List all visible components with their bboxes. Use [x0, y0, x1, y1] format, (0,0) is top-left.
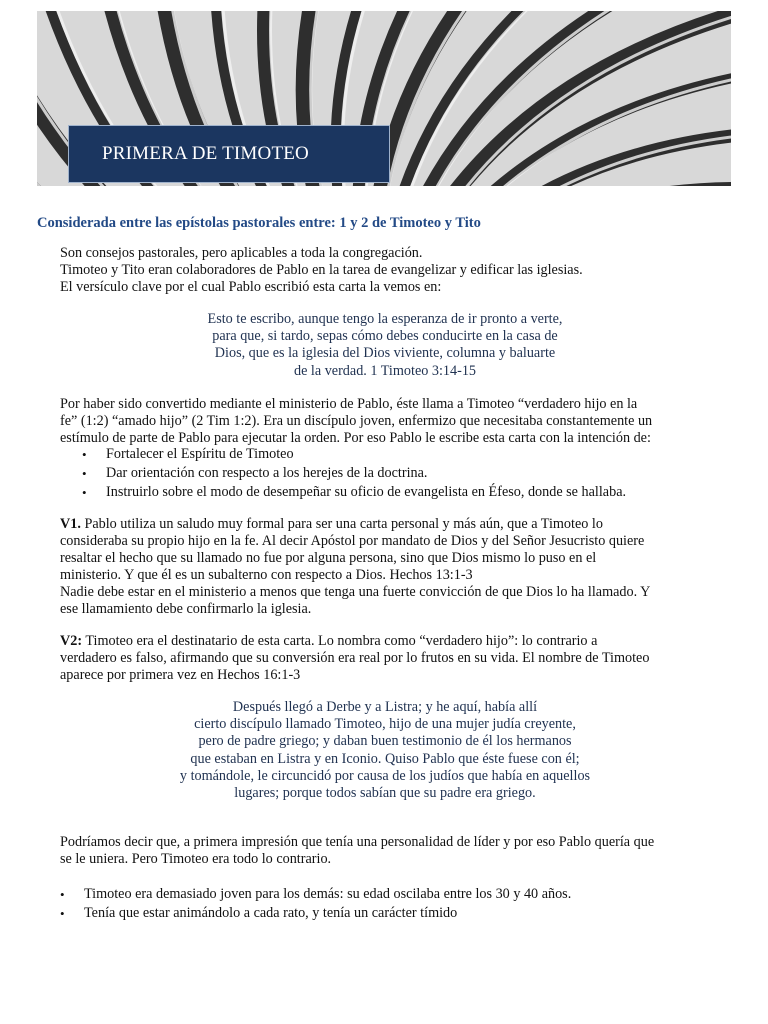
- list-item: • Dar orientación con respecto a los herejes de la doctrina.: [82, 465, 428, 481]
- quote-line: Esto te escribo, aunque tengo la esperanza de ir pronto a verte,: [207, 311, 563, 327]
- section-heading: Considerada entre las epístolas pastorales entre: 1 y 2 de Timoteo y Tito: [37, 215, 481, 231]
- paragraph-line: consideraba su propio hijo en la fe. Al decir Apóstol por mandato de Dios y del Señor Jesucristo quiere: [60, 533, 645, 549]
- list-item: • Fortalecer el Espíritu de Timoteo: [82, 446, 294, 462]
- conversion-paragraph: [60, 396, 720, 447]
- intro-paragraph: [60, 245, 720, 296]
- list-item: • Tenía que estar animándolo a cada rato, y tenía un carácter tímido: [60, 905, 458, 921]
- paragraph-line: verdadero es falso, afirmando que su conversión era real por lo frutos en su vida. El nombre de Timoteo: [60, 650, 650, 666]
- quote-line: para que, si tardo, sepas cómo debes conducirte en la casa de: [212, 328, 558, 345]
- purpose-list: [60, 445, 626, 502]
- quote-line: cierto discípulo llamado Timoteo, hijo de una mujer judía creyente,: [194, 716, 576, 733]
- quote-line: Dios, que es la iglesia del Dios viviente, columna y baluarte: [214, 345, 556, 362]
- intro-line: Timoteo y Tito eran colaboradores de Pablo en la tarea de evangelizar y edificar las iglesias.: [60, 262, 583, 278]
- paragraph-line: Nadie debe estar en el ministerio a menos que tenga una fuerte convicción de que Dios lo ha llamado. Y: [60, 584, 651, 600]
- paragraph-line: resaltar el hecho que su llamado no fue por alguna persona, sino que Dios mismo lo puso en el: [60, 550, 597, 566]
- quote-line: que estaban en Listra y en Iconio. Quiso Pablo que éste fuese con él;: [190, 750, 580, 767]
- bullet-icon: •: [82, 485, 87, 500]
- impression-paragraph: [60, 834, 720, 868]
- header-banner: [37, 11, 731, 186]
- bullet-icon: •: [60, 887, 65, 902]
- quote-line: de la verdad. 1 Timoteo 3:14-15: [293, 362, 477, 379]
- quote-line: Después llegó a Derbe y a Listra; y he aquí, había allí: [232, 699, 538, 715]
- paragraph-line: estímulo de parte de Pablo para ejecutar la orden. Por eso Pablo le escribe esta carta con la intención de:: [60, 430, 651, 446]
- paragraph-line: Por haber sido convertido mediante el ministerio de Pablo, éste llama a Timoteo “verdadero hijo en la: [60, 396, 638, 412]
- verse-label: V1.: [60, 516, 81, 532]
- paragraph-line: aparece por primera vez en Hechos 16:1-3: [60, 667, 301, 683]
- intro-line: El versículo clave por el cual Pablo escribió esta carta la vemos en:: [60, 279, 442, 295]
- quote-line: lugares; porque todos sabían que su padre era griego.: [234, 785, 536, 802]
- bullet-icon: •: [82, 447, 87, 462]
- bullet-icon: •: [60, 906, 65, 921]
- quote-line: pero de padre griego; y daban buen testimonio de él los hermanos: [198, 733, 572, 750]
- paragraph-line: fe” (1:2) “amado hijo” (2 Tim 1:2). Era un discípulo joven, enfermizo que necesitaba constantemente un: [60, 413, 653, 429]
- key-verse-quote: [100, 311, 670, 380]
- verse-2-paragraph: V2: Timoteo era el destinatario de esta carta. Lo nombra como “verdadero hijo”: lo contrario a verdadero es falso, afirmando que su conversión era real por lo frutos en su vida. El nombre de Timoteo aparece por primera vez en Hechos 16:1-3: [60, 633, 720, 684]
- paragraph-line: se le uniera. Pero Timoteo era todo lo contrario.: [60, 851, 332, 867]
- verse-1-paragraph: V1. Pablo utiliza un saludo muy formal para ser una carta personal y más aún, que a Timoteo lo consideraba su propio hijo en la fe. Al decir Apóstol por mandato de Dios y del Señor Jesucristo quiere resaltar el hecho que su llamado no fue por alguna persona, sino que Dios mismo lo puso en el ministerio. Y que él es un subalterno con respecto a Dios. Hechos 13:1-3 Nadie debe estar en el ministerio a menos que tenga una fuerte convicción de que Dios lo ha llamado. Y ese llamamiento debe confirmarlo la iglesia.: [60, 516, 720, 618]
- intro-line: Son consejos pastorales, pero aplicables a toda la congregación.: [60, 245, 423, 261]
- list-item: • Timoteo era demasiado joven para los demás: su edad oscilaba entre los 30 y 40 años.: [60, 886, 572, 902]
- bullet-icon: •: [82, 466, 87, 481]
- traits-list: [60, 885, 571, 923]
- title-box: [68, 125, 390, 183]
- document-title: PRIMERA DE TIMOTEO: [102, 143, 309, 164]
- paragraph-line: ese llamamiento debe confirmarlo la iglesia.: [60, 601, 312, 617]
- list-item: • Instruirlo sobre el modo de desempeñar su oficio de evangelista en Éfeso, donde se hallaba.: [82, 484, 627, 500]
- verse-label: V2:: [60, 633, 83, 649]
- quote-line: y tomándole, le circuncidó por causa de los judíos que había en aquellos: [179, 767, 591, 784]
- paragraph-line: ministerio. Y que él es un subalterno con respecto a Dios. Hechos 13:1-3: [60, 567, 473, 583]
- paragraph-line: Podríamos decir que, a primera impresión que tenía una personalidad de líder y por eso Pablo quería que: [60, 834, 655, 850]
- acts-quote: [100, 699, 670, 802]
